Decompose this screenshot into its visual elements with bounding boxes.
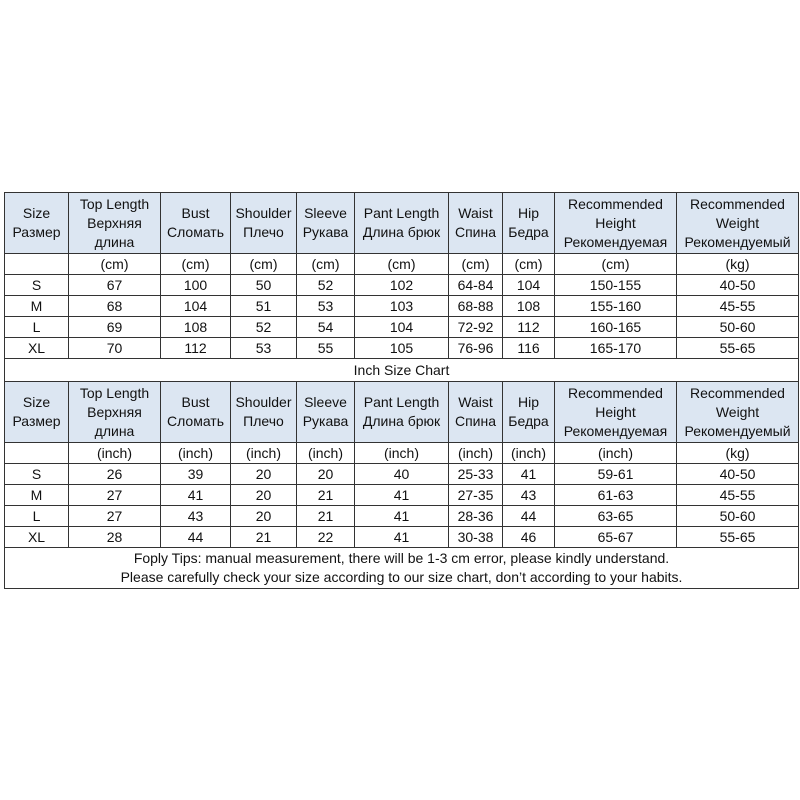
table-cell: 45-55 <box>677 485 799 506</box>
tips-row <box>5 548 799 589</box>
table-cell: 39 <box>161 464 231 485</box>
size-cell: XL <box>5 338 69 359</box>
table-cell: 45-55 <box>677 296 799 317</box>
size-cell: M <box>5 296 69 317</box>
header-line: Сломать <box>166 413 225 429</box>
table-cell: 46 <box>503 527 555 548</box>
inch-column-header <box>161 382 231 443</box>
table-cell: 69 <box>69 317 161 338</box>
header-line: Размер <box>12 224 61 240</box>
table-cell: 40-50 <box>677 275 799 296</box>
table-cell: 165-170 <box>555 338 677 359</box>
table-cell: 112 <box>503 317 555 338</box>
table-cell: 104 <box>161 296 231 317</box>
table-cell: 55-65 <box>677 338 799 359</box>
cm-column-header <box>5 193 69 254</box>
header-line: Сломать <box>166 224 225 240</box>
header-line: Size <box>22 394 51 410</box>
table-cell: 27-35 <box>449 485 503 506</box>
header-line: Рекомендуемая <box>563 233 668 250</box>
table-cell: 41 <box>355 527 449 548</box>
header-line: длина <box>94 233 135 250</box>
table-cell: 30-38 <box>449 527 503 548</box>
table-cell: 25-33 <box>449 464 503 485</box>
unit-cell: (inch) <box>555 443 677 464</box>
header-line: Sleeve <box>304 394 347 410</box>
header-line: Waist <box>458 394 493 410</box>
table-cell: 28 <box>69 527 161 548</box>
header-line: Верхняя <box>87 403 142 420</box>
cm-table-row <box>5 296 799 317</box>
unit-cell: (inch) <box>231 443 297 464</box>
table-cell: 76-96 <box>449 338 503 359</box>
inch-column-header <box>449 382 503 443</box>
table-cell: 55-65 <box>677 527 799 548</box>
table-cell: 41 <box>503 464 555 485</box>
header-line: Рукава <box>302 413 349 429</box>
table-cell: 50-60 <box>677 317 799 338</box>
table-cell: 160-165 <box>555 317 677 338</box>
table-cell: 150-155 <box>555 275 677 296</box>
header-line: Weight <box>715 403 760 420</box>
table-cell: 41 <box>355 506 449 527</box>
header-line: Pant Length <box>363 205 440 221</box>
header-line: Waist <box>458 205 493 221</box>
table-cell: 41 <box>355 485 449 506</box>
table-cell: 51 <box>231 296 297 317</box>
header-line: Size <box>22 205 51 221</box>
table-cell: 20 <box>231 485 297 506</box>
header-line: Размер <box>12 413 61 429</box>
table-cell: 53 <box>231 338 297 359</box>
inch-table-row <box>5 527 799 548</box>
unit-cell: (cm) <box>69 254 161 275</box>
header-line: Top Length <box>79 384 150 401</box>
table-cell: 155-160 <box>555 296 677 317</box>
cm-unit-row <box>5 254 799 275</box>
header-line: Длина брюк <box>362 224 441 240</box>
inch-column-header <box>677 382 799 443</box>
table-cell: 72-92 <box>449 317 503 338</box>
table-cell: 21 <box>297 485 355 506</box>
inch-column-header <box>297 382 355 443</box>
cm-column-header <box>503 193 555 254</box>
table-cell: 50 <box>231 275 297 296</box>
header-line: Спина <box>454 413 497 429</box>
size-chart <box>4 192 798 589</box>
unit-cell: (inch) <box>297 443 355 464</box>
header-line: Hip <box>517 394 539 410</box>
table-cell: 112 <box>161 338 231 359</box>
table-cell: 52 <box>231 317 297 338</box>
table-cell: 108 <box>161 317 231 338</box>
size-cell: S <box>5 464 69 485</box>
table-cell: 26 <box>69 464 161 485</box>
table-cell: 21 <box>297 506 355 527</box>
inch-column-header <box>5 382 69 443</box>
header-line: Длина брюк <box>362 413 441 429</box>
cm-column-header <box>677 193 799 254</box>
header-line: Спина <box>454 224 497 240</box>
table-cell: 44 <box>161 527 231 548</box>
table-cell: 70 <box>69 338 161 359</box>
table-cell: 20 <box>231 506 297 527</box>
unit-cell: (kg) <box>677 443 799 464</box>
table-cell: 27 <box>69 506 161 527</box>
table-cell: 61-63 <box>555 485 677 506</box>
header-line: Recommended <box>690 384 785 401</box>
tip-line: Foply Tips: manual measurement, there will be 1-3 cm error, please kindly understand. <box>133 550 670 566</box>
header-line: Bust <box>181 205 210 221</box>
cm-column-header <box>555 193 677 254</box>
table-cell: 63-65 <box>555 506 677 527</box>
table-cell: 54 <box>297 317 355 338</box>
inch-table-row <box>5 464 799 485</box>
table-cell: 41 <box>161 485 231 506</box>
header-line: Bust <box>181 394 210 410</box>
inch-unit-row <box>5 443 799 464</box>
table-cell: 105 <box>355 338 449 359</box>
header-line: Weight <box>715 214 760 231</box>
inch-title-row <box>5 359 799 382</box>
cm-table-row <box>5 275 799 296</box>
table-cell: 43 <box>161 506 231 527</box>
header-line: Плечо <box>243 224 284 240</box>
table-cell: 108 <box>503 296 555 317</box>
table-cell: 64-84 <box>449 275 503 296</box>
header-line: Верхняя <box>87 214 142 231</box>
header-line: Рекомендуемый <box>684 422 791 439</box>
table-cell: 103 <box>355 296 449 317</box>
table-cell: 44 <box>503 506 555 527</box>
unit-cell: (cm) <box>503 254 555 275</box>
table-cell: 104 <box>503 275 555 296</box>
inch-column-header <box>69 382 161 443</box>
inch-column-header <box>231 382 297 443</box>
table-cell: 65-67 <box>555 527 677 548</box>
table-cell: 43 <box>503 485 555 506</box>
header-line: Hip <box>517 205 539 221</box>
inch-size-chart-title: Inch Size Chart <box>5 359 799 382</box>
table-cell: 27 <box>69 485 161 506</box>
unit-cell: (inch) <box>355 443 449 464</box>
table-cell: 22 <box>297 527 355 548</box>
header-line: Рукава <box>302 224 349 240</box>
table-cell: 59-61 <box>555 464 677 485</box>
header-line: Recommended <box>568 195 663 212</box>
header-line: Shoulder <box>235 394 292 410</box>
size-cell: L <box>5 506 69 527</box>
inch-column-header <box>355 382 449 443</box>
header-line: Height <box>595 214 636 231</box>
header-line: длина <box>94 422 135 439</box>
table-cell: 50-60 <box>677 506 799 527</box>
table-cell: 104 <box>355 317 449 338</box>
unit-cell: (cm) <box>555 254 677 275</box>
unit-cell <box>5 254 69 275</box>
inch-table-row <box>5 485 799 506</box>
table-cell: 21 <box>231 527 297 548</box>
table-cell: 68 <box>69 296 161 317</box>
table-cell: 40-50 <box>677 464 799 485</box>
table-cell: 20 <box>231 464 297 485</box>
header-line: Бедра <box>508 224 549 240</box>
header-line: Бедра <box>508 413 549 429</box>
cm-column-header <box>449 193 503 254</box>
header-line: Sleeve <box>304 205 347 221</box>
unit-cell: (cm) <box>449 254 503 275</box>
cm-table-row <box>5 317 799 338</box>
table-cell: 28-36 <box>449 506 503 527</box>
unit-cell: (cm) <box>355 254 449 275</box>
size-cell: XL <box>5 527 69 548</box>
unit-cell: (inch) <box>69 443 161 464</box>
unit-cell: (cm) <box>231 254 297 275</box>
header-line: Shoulder <box>235 205 292 221</box>
cm-header-row <box>5 193 799 254</box>
unit-cell: (inch) <box>161 443 231 464</box>
header-line: Recommended <box>690 195 785 212</box>
header-line: Height <box>595 403 636 420</box>
table-cell: 40 <box>355 464 449 485</box>
unit-cell: (inch) <box>449 443 503 464</box>
header-line: Рекомендуемая <box>563 422 668 439</box>
table-cell: 102 <box>355 275 449 296</box>
unit-cell: (cm) <box>161 254 231 275</box>
table-cell: 53 <box>297 296 355 317</box>
tips-cell <box>5 548 799 589</box>
table-cell: 52 <box>297 275 355 296</box>
header-line: Pant Length <box>363 394 440 410</box>
inch-column-header <box>555 382 677 443</box>
table-cell: 68-88 <box>449 296 503 317</box>
unit-cell <box>5 443 69 464</box>
size-cell: L <box>5 317 69 338</box>
header-line: Recommended <box>568 384 663 401</box>
inch-table-row <box>5 506 799 527</box>
cm-table-row <box>5 338 799 359</box>
unit-cell: (kg) <box>677 254 799 275</box>
cm-column-header <box>297 193 355 254</box>
header-line: Рекомендуемый <box>684 233 791 250</box>
size-cell: S <box>5 275 69 296</box>
table-cell: 116 <box>503 338 555 359</box>
cm-column-header <box>161 193 231 254</box>
table-cell: 55 <box>297 338 355 359</box>
inch-header-row <box>5 382 799 443</box>
table-cell: 100 <box>161 275 231 296</box>
tip-line: Please carefully check your size according to our size chart, don’t according to your habits. <box>120 569 683 585</box>
header-line: Плечо <box>243 413 284 429</box>
unit-cell: (cm) <box>297 254 355 275</box>
cm-column-header <box>231 193 297 254</box>
cm-column-header <box>69 193 161 254</box>
cm-column-header <box>355 193 449 254</box>
table-cell: 20 <box>297 464 355 485</box>
size-cell: M <box>5 485 69 506</box>
size-table <box>4 192 799 589</box>
table-cell: 67 <box>69 275 161 296</box>
header-line: Top Length <box>79 195 150 212</box>
inch-column-header <box>503 382 555 443</box>
unit-cell: (inch) <box>503 443 555 464</box>
